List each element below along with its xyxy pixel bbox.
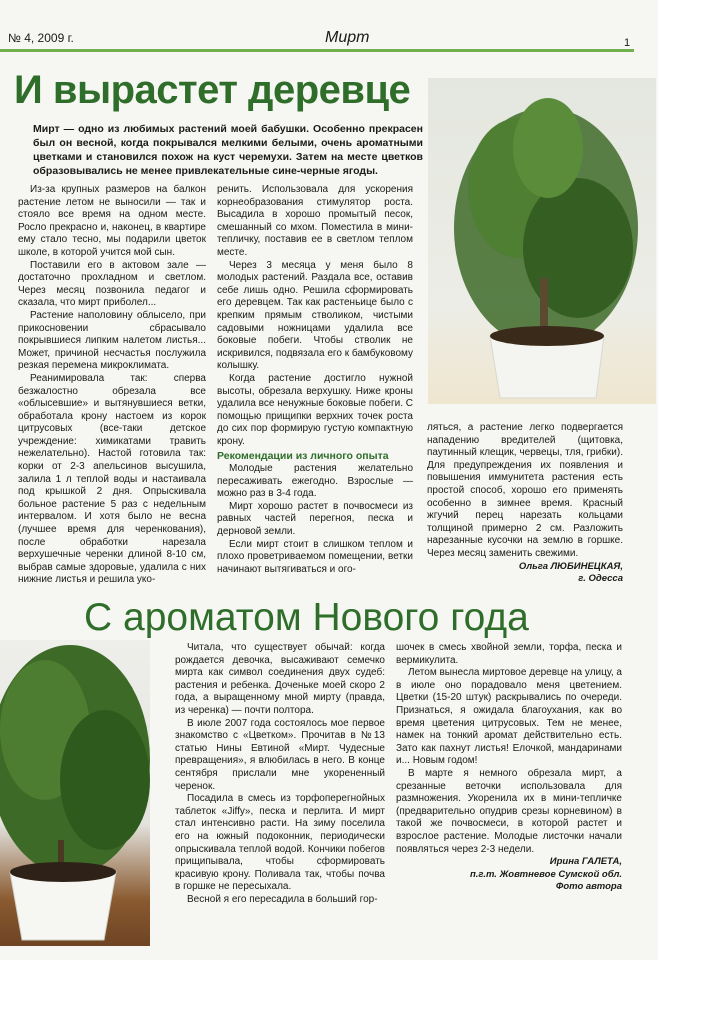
myrtle-pot-illustration bbox=[0, 640, 150, 946]
paragraph: Мирт хорошо растет в почвосмеси из равных частей перегноя, песка и дерновой земли. bbox=[217, 500, 413, 538]
article2-title: С ароматом Нового года bbox=[84, 596, 529, 639]
paragraph: Из-за крупных размеров на балкон растение летом не выносили — так и стояло все время на одном месте. Росло прекрасно и, наконец, в квартире ему стало тесно, мы подарили цветок школе, в которой учится мой сын. bbox=[18, 184, 206, 258]
myrtle-tree-illustration bbox=[428, 78, 656, 404]
paragraph: Посадила в смесь из торфоперегнойных таблеток «Jiffy», песка и перлита. И мирт стал интенсивно расти. На зиму поселила его на южный подоконник, периодически опрыскивала теплой водой. Кончики побегов прищипывала, чтобы сформировать красивую крону. Поливала так, чтобы почва в горшке не пересыхала. bbox=[175, 793, 385, 893]
article2-column2 bbox=[396, 642, 622, 894]
article1-lead: Мирт — одно из любимых растений моей бабушки. Особенно прекрасен был он весной, когда покрывался мелкими белыми, очень ароматными цветками и становился похож на куст черемухи. Затем на месте цветков образовывались не менее привлекательные сине-черные ягоды. bbox=[33, 123, 423, 177]
photo-credit: Фото автора bbox=[555, 881, 622, 893]
paragraph: Молодые растения желательно пересаживать ежегодно. Взрослые — можно раз в 3-4 года. bbox=[217, 463, 413, 500]
author-city: г. Одесса bbox=[578, 573, 623, 585]
article1-title: И вырастет деревце bbox=[14, 68, 411, 112]
paragraph: Читала, что существует обычай: когда рождается девочка, высаживают семечко мирта как символ соединения двух судеб: растения и ребенка. Доченьке моей скоро 2 года, а выращенному мной мирту (правда, из черенка) — почти полтора. bbox=[175, 642, 385, 716]
section-title: Мирт bbox=[325, 29, 370, 46]
article1-column3 bbox=[427, 422, 623, 586]
myrtle-pot-photo bbox=[0, 640, 150, 946]
article2-column1 bbox=[175, 642, 385, 906]
header-rule bbox=[0, 49, 634, 52]
myrtle-tree-photo bbox=[428, 78, 656, 404]
paragraph: Через 3 месяца у меня было 8 молодых растений. Раздала все, оставив себе лишь одно. Решила сформировать его деревцем. Так как растеньице было с крепким прямым стволиком, чистыми садовыми ножницами удалила все боковые побеги. Чтобы стволик не искривился, подвязала его к бамбуковому колышку. bbox=[217, 259, 413, 372]
author-name: Ольга ЛЮБИНЕЦКАЯ, bbox=[518, 560, 623, 572]
paragraph: Поставили его в актовом зале — достаточно прохладном и светлом. Через месяц позвонила педагог и сказала, что мирт приболел... bbox=[18, 259, 206, 309]
article1-column2 bbox=[217, 184, 413, 576]
paragraph: Реанимировала так: сперва безжалостно обрезала все «облысевшие» и вытянувшиеся ветки, обработала крону настоем из корок цитрусовых (все-таки детское учреждение: химикатами травить нежелательно). Настой готовила так: корки от 2-3 апельсинов высушила, залила 1 л теплой воды и настаивала под крышкой 2 дня. Опрыскивала больное растение 5 раз с недельным интервалом. И хотя было не весна (лучшее время для черенкования), после обработки нарезала верхушечные черенки длиной 8-10 см, выбрав самые здоровые, удалила с них нижние листья и решила уко- bbox=[18, 372, 206, 586]
paragraph: В марте я немного обрезала мирт, а срезанные веточки использовала для размножения. Укоренила их в мини-тепличке (предварительно опудрив срезы корневином) в такой же почвосмеси, в которой растет и взрослое растение. Молодые листочки начали появляться через 2-3 недели. bbox=[396, 767, 622, 855]
paragraph: Летом вынесла миртовое деревце на улицу, а в июле оно порадовало меня цветением. Цветки (15-20 штук) раскрывались по очереди. Признаться, я ожидала благоухания, как во время цветения цитрусовых. Тем не менее, намек на тонкий аромат действительно есть. Зато как пахнут листья! Елочкой, мандаринами и... Новым годом! bbox=[396, 667, 622, 767]
paragraph: Весной я его пересадила в больший гор- bbox=[187, 893, 378, 905]
page-number: 1 bbox=[624, 37, 631, 49]
article1-column1 bbox=[18, 184, 206, 587]
paragraph: Растение наполовину облысело, при прикосновении сбрасывало покрывшиеся липким налетом листья... Может, причиной несчастья послужила резкая перемена микроклимата. bbox=[18, 309, 206, 372]
paragraph: ляться, а растение легко подвергается нападению вредителей (щитовка, паутинный клещик, червецы, тля, грибки). Для предупреждения их появления и повышения иммунитета растения есть простой способ, хорошо его применять особенно в зимнее время. Красный жгучий перец нарезать кольцами толщиной примерно 2 см. Разложить нарезанные кусочки на землю в горшке. Через месяц заменить свежими. bbox=[427, 422, 623, 559]
author-name: Ирина ГАЛЕТА, bbox=[549, 856, 622, 868]
subheading: Рекомендации из личного опыта bbox=[217, 450, 389, 463]
paragraph: Когда растение достигло нужной высоты, обрезала верхушку. Ниже кроны удалила все ненужные боковые побеги. С помощью прищипки верхних точек роста до сих пор формирую густую компактную крону. bbox=[217, 372, 414, 447]
paragraph: ренить. Использовала для ускорения корнеобразования стимулятор роста. Высадила в хорошо промытый песок, смешанный со мхом. Поместила в мини-тепличку, поставив ее в светлом теплом месте. bbox=[217, 184, 413, 258]
issue-number: № 4, 2009 г. bbox=[8, 31, 74, 45]
paragraph: В июле 2007 года состоялось мое первое знакомство с «Цветком». Прочитав в №13 статью Нины Евтиной «Мирт. Чудесные превращения», я влюбилась в него. В конце сентября прислали мне укорененный черенок. bbox=[175, 717, 385, 792]
paragraph: шочек в смесь хвойной земли, торфа, песка и вермикулита. bbox=[396, 642, 622, 666]
author-city: п.г.т. Жовтневое Сумской обл. bbox=[469, 868, 622, 880]
paragraph: Если мирт стоит в слишком теплом и плохо проветриваемом помещении, ветки начинают вытягиваться и ого- bbox=[217, 538, 413, 575]
